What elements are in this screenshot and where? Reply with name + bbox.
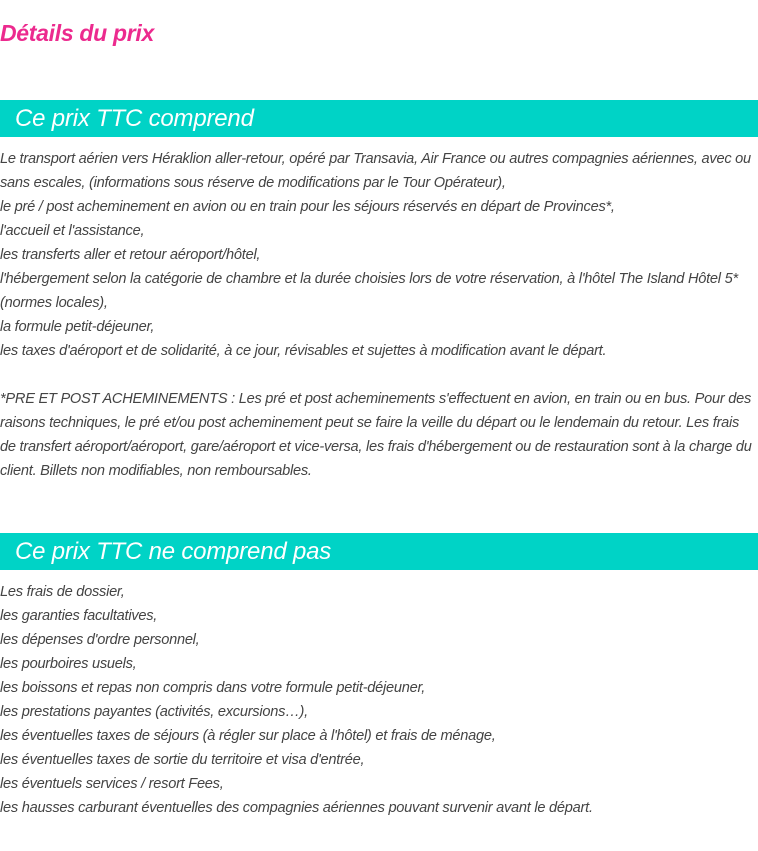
includes-section-header — [0, 100, 758, 137]
includes-item-pre-post-transport: le pré / post acheminement en avion ou en train pour les séjours réservés en départ de Provinces*, — [0, 199, 615, 215]
excludes-heading: Ce prix TTC ne comprend pas — [15, 537, 332, 565]
includes-item-breakfast: la formule petit-déjeuner, — [0, 319, 155, 335]
excludes-item-fuel-surcharge: les hausses carburant éventuelles des compagnies aériennes pouvant survenir avant le départ. — [0, 800, 593, 816]
pre-post-transport-note: *PRE ET POST ACHEMINEMENTS : Les pré et post acheminements s'effectuent en avion, en train ou en bus. Pour des raisons techniques, le pré et/ou post acheminement peut se faire la veille du départ ou le lendemain du retour. Les frais de transfert aéroport/aéroport, gare/aéroport et vice-versa, les frais d'hébergement ou de restauration sont à la charge du client. Billets non modifiables, non remboursables. — [0, 391, 752, 479]
excludes-item-tips: les pourboires usuels, — [0, 656, 137, 672]
includes-item-airport-taxes: les taxes d'aéroport et de solidarité, à ce jour, révisables et sujettes à modification avant le départ. — [0, 343, 607, 359]
excludes-item-exit-tax-visa: les éventuelles taxes de sortie du territoire et visa d'entrée, — [0, 752, 365, 768]
excludes-item-resort-fees: les éventuels services / resort Fees, — [0, 776, 224, 792]
includes-item-flight: Le transport aérien vers Héraklion aller-retour, opéré par Transavia, Air France ou autres compagnies aériennes, avec ou sans escales, (informations sous réserve de modifications par le Tour Opérateur), — [0, 151, 751, 191]
excludes-list — [0, 580, 752, 820]
excludes-item-paid-activities: les prestations payantes (activités, excursions…), — [0, 704, 308, 720]
includes-item-welcome-assistance: l'accueil et l'assistance, — [0, 223, 145, 239]
excludes-item-optional-insurance: les garanties facultatives, — [0, 608, 158, 624]
excludes-item-personal-expenses: les dépenses d'ordre personnel, — [0, 632, 200, 648]
includes-item-transfers: les transferts aller et retour aéroport/hôtel, — [0, 247, 261, 263]
excludes-section-header — [0, 533, 758, 570]
includes-list — [0, 147, 752, 363]
excludes-item-file-fees: Les frais de dossier, — [0, 584, 125, 600]
excludes-item-drinks-meals: les boissons et repas non compris dans votre formule petit-déjeuner, — [0, 680, 426, 696]
page-title: Détails du prix — [0, 20, 154, 46]
excludes-item-tourist-tax: les éventuelles taxes de séjours (à régler sur place à l'hôtel) et frais de ménage, — [0, 728, 496, 744]
includes-heading: Ce prix TTC comprend — [15, 104, 254, 132]
includes-item-accommodation: l'hébergement selon la catégorie de chambre et la durée choisies lors de votre réservation, à l'hôtel The Island Hôtel 5* (normes locales), — [0, 271, 738, 311]
